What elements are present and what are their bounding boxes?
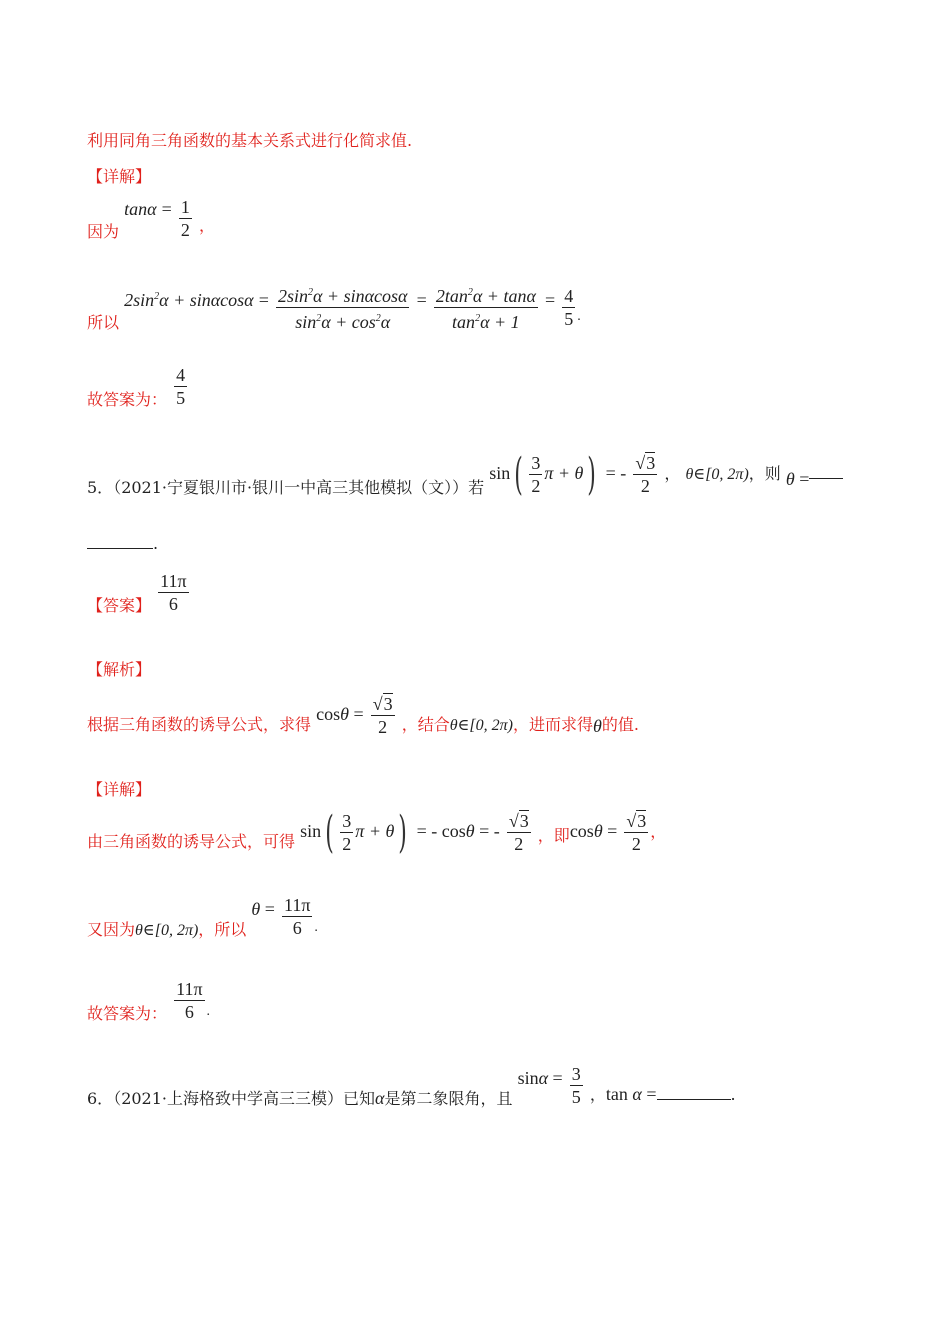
detail-5-line: 由三角函数的诱导公式，可得 sin( $\frac{3}{2}$ π + θ) = - cosθ = - $\frac{√3}{2}$ ，即cosθ = $\frac{√3}{2}$ ，	[87, 806, 667, 858]
q5-number: 5．	[87, 478, 114, 497]
answer-fraction-4-5: $\frac{4}{5}$	[176, 365, 186, 408]
answer-blank-2	[87, 548, 153, 549]
analysis-heading: 【解析】	[87, 660, 152, 679]
analysis-5-line: 根据三角函数的诱导公式，求得 cosθ = $\frac{√3}{2}$ ，结合θ∈[0, 2π)，进而求得θ的值.	[87, 694, 639, 737]
q6-number: 6．	[87, 1089, 114, 1108]
fraction-sin-cos: $\frac{2\sin^2\alpha + \sin\alpha\cos\alpha}{\sin^2\alpha + \cos^2\alpha}$	[276, 282, 410, 333]
fraction-tan: $\frac{2\tan^2\alpha + \tan\alpha}{\tan^2\alpha + 1}$	[434, 282, 538, 333]
detail-heading: 【详解】	[87, 167, 152, 186]
fraction-3-2: $\frac{3}{2}$	[342, 811, 352, 854]
detail-heading-2: 【详解】	[87, 780, 152, 799]
interval: θ∈[0, 2π)	[685, 466, 749, 483]
fraction-1-2: $\frac{1}{2}$	[180, 197, 190, 240]
fraction-sqrt3-2: $\frac{√3}{2}$	[635, 453, 656, 496]
fraction-4-5: $\frac{4}{5}$	[564, 286, 574, 329]
so-line: 所以 $2\sin^2\alpha + \sin\alpha\cos\alpha$ = $\frac{2\sin^2\alpha + \sin\alpha\cos\alpha}{\sin^2\alpha + \cos^2\alpha}$ = $\frac{2\tan^2\alpha + \tan\alpha}{\tan^2\alpha + 1}$ = $\frac{4}{5}$ .	[87, 282, 581, 333]
expr-lhs: $2\sin^2\alpha + \sin\alpha\cos\alpha$	[124, 290, 254, 310]
because-line: 因为 tanα = $\frac{1}{2}$ ，	[87, 197, 216, 241]
answer-heading: 【答案】	[87, 596, 152, 615]
analysis-text: 利用同角三角函数的基本关系式进行化简求值.	[87, 131, 413, 150]
answer-blank-q6	[657, 1099, 731, 1100]
fraction-sqrt3-2: $\frac{√3}{2}$	[508, 811, 529, 854]
answer-5-line	[87, 570, 191, 616]
answer-5-final: 故答案为： $\frac{11\pi}{6}$ .	[87, 979, 211, 1023]
answer-line-1	[87, 364, 189, 410]
fraction-11pi-6: $\frac{11\pi}{6}$	[284, 895, 311, 938]
question-5-blank: .	[87, 534, 158, 553]
answer-blank-1	[809, 478, 843, 479]
fraction-3-5: $\frac{3}{5}$	[571, 1064, 581, 1107]
sin-label: sin	[489, 463, 511, 483]
fraction-3-2: $\frac{3}{2}$	[531, 453, 541, 496]
answer-fraction-11pi-6: $\frac{11\pi}{6}$	[176, 979, 203, 1022]
fraction-sqrt3-2: $\frac{√3}{2}$	[626, 811, 647, 854]
answer-fraction-11pi-6: $\frac{11\pi}{6}$	[160, 571, 187, 614]
tan-alpha: tanα	[124, 199, 157, 219]
fraction-sqrt3-2: $\frac{√3}{2}$	[372, 694, 393, 737]
so-label: 所以	[87, 313, 120, 332]
answer-label: 故答案为：	[87, 390, 168, 409]
question-6: 6．（2021·上海格致中学高三三模）已知α是第二象限角，且 sinα = $\frac{3}{5}$ ，tan α = .	[87, 1064, 736, 1108]
detail-5-line-2: 又因为θ∈[0, 2π)，所以 θ = $\frac{11\pi}{6}$ .	[87, 895, 318, 939]
q5-source: （2021·宁夏银川市·银川一中高三其他模拟（文））若	[113, 478, 485, 497]
q6-source: （2021·上海格致中学高三三模）已知	[113, 1089, 375, 1108]
question-5: 5．（2021·宁夏银川市·银川一中高三其他模拟（文））若 sin( $\frac{3}{2}$ π + θ) = - $\frac{√3}{2}$ ， θ∈[0, 2π)，则 θ =	[87, 452, 843, 498]
because-label: 因为	[87, 222, 120, 241]
